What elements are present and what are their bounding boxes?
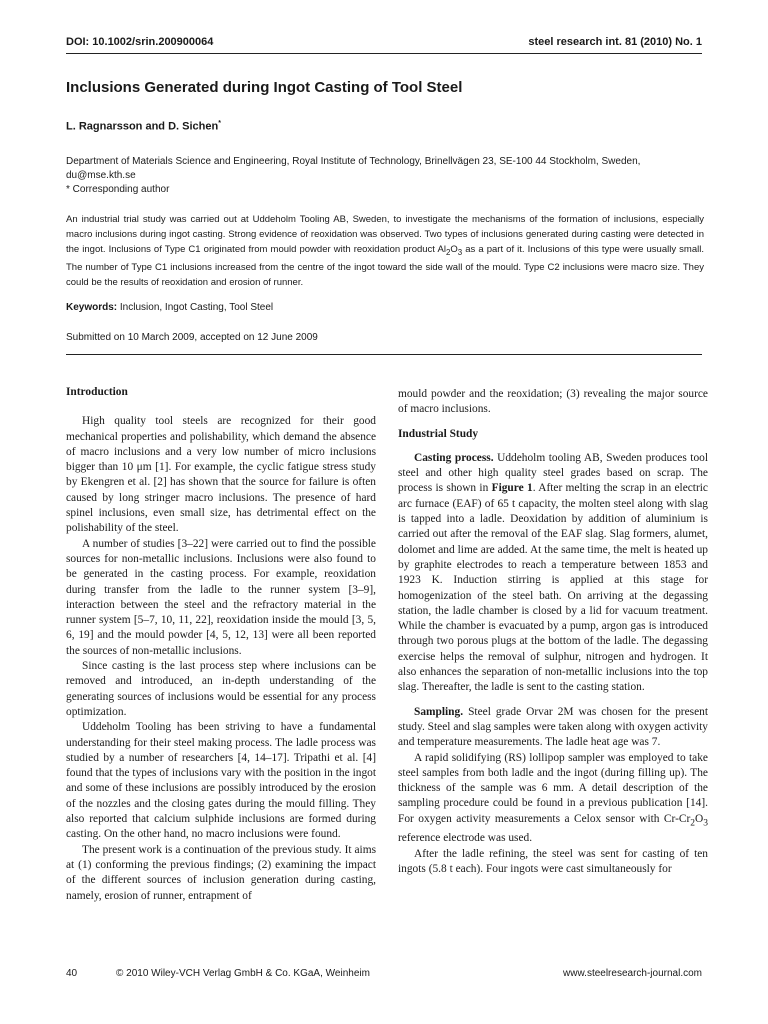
keywords-text: Inclusion, Ingot Casting, Tool Steel <box>119 302 274 313</box>
authors <box>66 120 221 133</box>
copyright: © 2010 Wiley-VCH Verlag GmbH & Co. KGaA, Weinheim <box>116 968 370 979</box>
corresponding-email: du@mse.kth.se <box>66 170 136 181</box>
page-number: 40 <box>66 968 78 979</box>
body-paragraph: High quality tool steels are recognized for their good mechanical properties and polishability, which demand the absence of macro inclusions and a very low number of micro inclusions bigger than 10 μm [1]. For example, the cyclic fatigue stress study by Ekengren et al. [2] has shown that the source for failure is often caused by long stringer macro inclusions. The presence of hard spinel inclusions, even small size, has detrimental effect on the polishability of the steel. <box>66 415 376 535</box>
body-paragraph: A rapid solidifying (RS) lollipop sampler was employed to take steel samples from both ladle and the ingot (during filling up). The thickness of the sample was 6 mm. A detail description of the sampling procedure could be found in a previous publication [14]. For oxygen activity measurements a Celox sensor with $Cr-Cr_2O_3$ reference electrode was used. <box>398 751 708 845</box>
submission-dates: Submitted on 10 March 2009, accepted on 12 June 2009 <box>66 332 318 343</box>
doi: DOI: 10.1002/srin.200900064 <box>66 36 214 48</box>
author-names: L. Ragnarsson and D. Sichen <box>66 120 219 133</box>
article-title: Inclusions Generated during Ingot Casting of Tool Steel <box>66 79 463 96</box>
figure-reference: Figure 1 <box>491 482 533 495</box>
body-paragraph: Since casting is the last process step where inclusions can be removed and introduced, an in-depth understanding of the generating sources of inclusions would be essential for any process optimization. <box>66 660 376 718</box>
keywords-label: Keywords: <box>66 302 118 313</box>
run-in-heading: Sampling. <box>414 705 464 718</box>
body-paragraph: A number of studies [3–22] were carried out to find the possible sources for non-metallic inclusions. Inclusions were also found to be generated in the casting process. For example, reoxidation during transfer from the ladle to the runner system [3–9], interaction between the steel and the refractory material in the runner system [5–7, 10, 11, 22], reoxidation inside the mould [3, 5, 6, 19] and the mould powder [4, 5, 12, 13] were all been reported the sources of non-metallic inclusions. <box>66 537 376 657</box>
header-rule <box>66 53 702 54</box>
section-heading-industrial-study: Industrial Study <box>398 427 479 440</box>
abstract: An industrial trial study was carried out at Uddeholm Tooling AB, Sweden, to investigate the mechanisms of the formation of inclusions, especially macro inclusions during ingot casting. Strong evidence of reoxidation was observed. Two types of inclusions generated during casting were detected in the ingot. Inclusions of Type C1 originated from mould powder with reoxidation product $Al_2O_3$ as a part of it. Inclusions of this type were usually small. The number of Type C1 inclusions increased from the centre of the ingot toward the side wall of the mould. Type C2 inclusions were macro size. They could be the results of reoxidation and erosion of runner. <box>66 214 704 288</box>
body-paragraph: After the ladle refining, the steel was sent for casting of ten ingots (5.8 t each). Four ingots were cast simultaneously for <box>398 847 708 875</box>
affiliation <box>66 155 702 197</box>
body-paragraph: Uddeholm Tooling has been striving to have a fundamental understanding for their steel making process. The ladle process was studied by a number of researchers [4, 14–17]. Tripathi et al. [4] found that the types of inclusions vary with the position in the ingot and some of these inclusions are possibly introduced by the erosion of the nozzles and the closing gates during the mould filling. They also reported that calcium sulphide inclusions are formed during casting. On the other hand, no macro inclusions were found. <box>66 721 376 841</box>
affiliation-address: Department of Materials Science and Engineering, Royal Institute of Technology, Brinellvägen 23, SE-100 44 Stockholm, Sweden, <box>66 156 641 167</box>
right-column <box>398 387 708 877</box>
corresponding-mark: * <box>218 120 221 127</box>
body-paragraph: mould powder and the reoxidation; (3) revealing the major source of macro inclusions. <box>398 388 708 416</box>
section-heading-introduction: Introduction <box>66 386 128 398</box>
abstract-rule <box>66 354 702 355</box>
journal-citation: steel research int. 81 (2010) No. 1 <box>528 36 702 48</box>
journal-url: www.steelresearch-journal.com <box>563 968 702 979</box>
keywords <box>66 302 273 313</box>
running-header <box>66 34 702 51</box>
body-paragraph-casting: Casting process. Uddeholm tooling AB, Sweden produces tool steel and other high quality steel grades based on scrap. The process is shown in Figure 1. After melting the scrap in an electric arc furnace (EAF) of 65 t capacity, the molten steel along with slag is tapped into a ladle. Deoxidation by addition of aluminium is carried out after the removal of the EAF slag. Slag formers, alumet, dolomet and lime are added. At the same time, the melt is heated up by graphite electrodes to reach a temperature between 1853 and 1923 K. Induction stirring is applied at this stage for homogenization of the steel bath. On arriving at the degassing station, the ladle chamber is closed by a lid for vacuum treatment. While the chamber is evacuated by a pump, argon gas is introduced through two porous plugs at the bottom of the ladle. The degassing exercise helps the removal of sulphur, nitrogen and hydrogen. It also enhances the separation of non-metallic inclusions into the top slag. Thereafter, the ladle is sent to the casting station. <box>398 451 709 694</box>
corresponding-note: * Corresponding author <box>66 184 170 195</box>
run-in-heading: Casting process. <box>414 451 494 464</box>
left-column <box>66 385 376 904</box>
body-paragraph: The present work is a continuation of the previous study. It aims at (1) conforming the previous findings; (2) examining the impact of the different sources of inclusion generation during casting, namely, erosion of runner, entrapment of <box>66 843 376 902</box>
body-paragraph-sampling: Sampling. Steel grade Orvar 2M was chosen for the present study. Steel and slag samples were taken along with oxygen activity and temperature measurements. The ladle heat age was 7. <box>398 705 708 749</box>
